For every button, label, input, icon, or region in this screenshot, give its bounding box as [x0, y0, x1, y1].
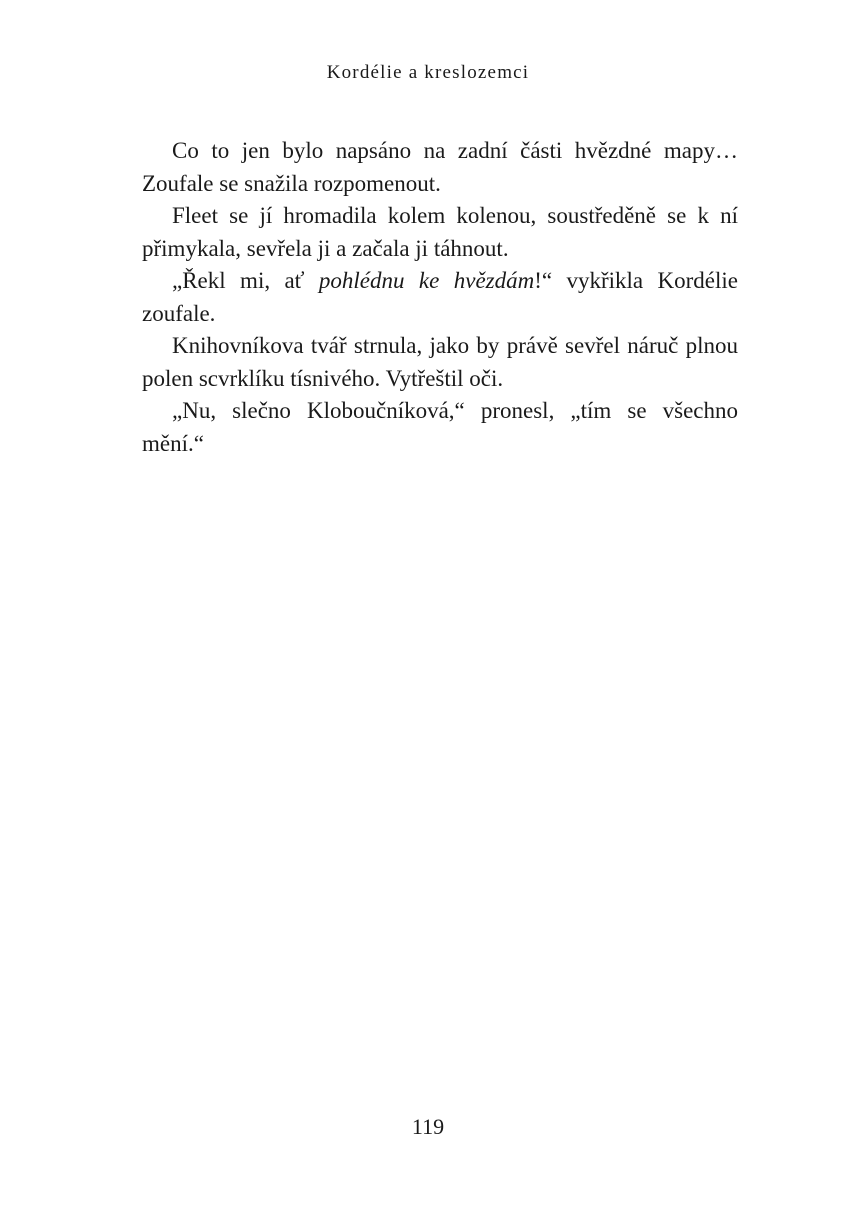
dialogue-quote-start: „Řekl mi, ať [172, 268, 319, 293]
body-text [142, 135, 738, 460]
paragraph: Co to jen bylo napsáno na zadní části hvězdné mapy… Zoufale se snažila rozpomenout. [142, 138, 738, 196]
emphasized-phrase: pohlédnu ke hvězdám [318, 268, 535, 293]
paragraph: Fleet se jí hromadila kolem kolenou, soustředěně se k ní přimykala, sevřela ji a začala ji táhnout. [142, 203, 738, 261]
dialogue-quote-end: !“ vykřikla Kordélie zoufale. [142, 268, 738, 326]
page-number: 119 [411, 1114, 445, 1139]
paragraph: „Nu, slečno Kloboučníková,“ pronesl, „tím se všechno mění.“ [142, 398, 738, 456]
running-head: Kordélie a kreslozemci [326, 62, 530, 83]
paragraph: Knihovníkova tvář strnula, jako by právě sevřel náruč plnou polen scvrklíku tísnivého. Vytřeštil oči. [142, 333, 738, 391]
paragraph-dialogue [142, 265, 738, 330]
